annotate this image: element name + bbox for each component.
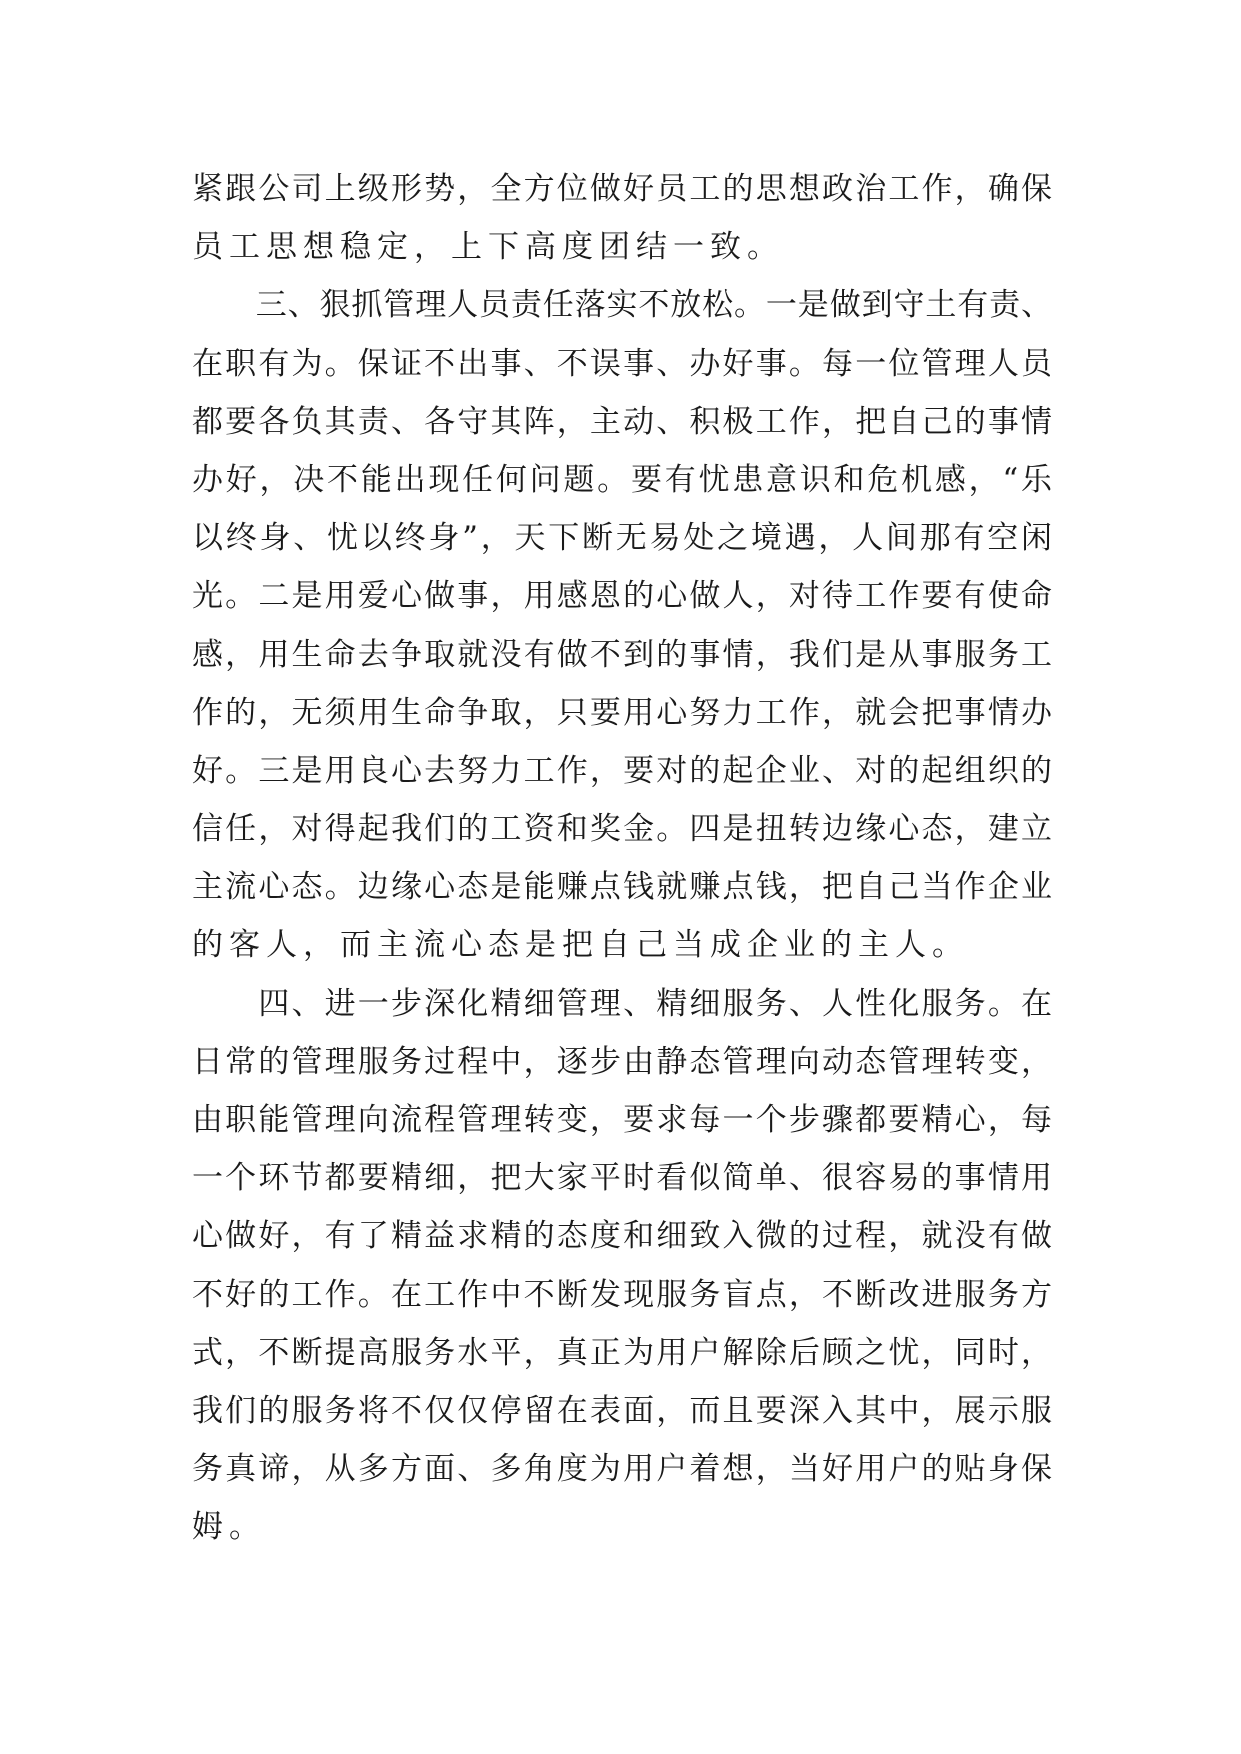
text-line: 感，用生命去争取就没有做不到的事情，我们是从事服务工 — [192, 636, 1052, 673]
text-line: 一个环节都要精细，把大家平时看似简单、很容易的事情用 — [192, 1160, 1052, 1197]
text-line: 务真谛，从多方面、多角度为用户着想，当好用户的贴身保 — [192, 1451, 1052, 1488]
text-line: 四、进一步深化精细管理、精细服务、人性化服务。在 — [192, 985, 1052, 1022]
text-line: 以终身、忧以终身”，天下断无易处之境遇，人间那有空闲 — [192, 520, 1052, 557]
text-line: 在职有为。保证不出事、不误事、办好事。每一位管理人员 — [192, 345, 1052, 382]
text-line: 信任，对得起我们的工资和奖金。四是扭转边缘心态，建立 — [192, 811, 1052, 848]
text-line: 不好的工作。在工作中不断发现服务盲点，不断改进服务方 — [192, 1276, 1052, 1313]
text-line: 的客人，而主流心态是把自己当成企业的主人。 — [192, 927, 969, 964]
text-line: 办好，决不能出现任何问题。要有忧患意识和危机感，“乐 — [192, 461, 1052, 498]
text-line: 好。三是用良心去努力工作，要对的起企业、对的起组织的 — [192, 752, 1052, 789]
text-line: 紧跟公司上级形势，全方位做好员工的思想政治工作，确保 — [192, 171, 1052, 207]
body-text — [192, 160, 1052, 1557]
text-line: 我们的服务将不仅仅停留在表面，而且要深入其中，展示服 — [192, 1392, 1052, 1429]
text-line: 由职能管理向流程管理转变，要求每一个步骤都要精心，每 — [192, 1102, 1052, 1138]
text-line: 日常的管理服务过程中，逐步由静态管理向动态管理转变， — [192, 1043, 1052, 1080]
text-line: 光。二是用爱心做事，用感恩的心做人，对待工作要有使命 — [192, 578, 1052, 615]
text-line: 心做好，有了精益求精的态度和细致入微的过程，就没有做 — [192, 1218, 1052, 1255]
text-line: 主流心态。边缘心态是能赚点钱就赚点钱，把自己当作企业 — [192, 869, 1052, 906]
text-line: 式，不断提高服务水平，真正为用户解除后顾之忧，同时， — [192, 1334, 1052, 1371]
text-line: 三、狠抓管理人员责任落实不放松。一是做到守土有责、 — [192, 287, 1052, 324]
text-line: 都要各负其责、各守其阵，主动、积极工作，把自己的事情 — [192, 403, 1052, 440]
text-line: 作的，无须用生命争取，只要用心努力工作，就会把事情办 — [192, 694, 1052, 731]
text-line: 姆。 — [192, 1509, 266, 1546]
text-line: 员工思想稳定，上下高度团结一致。 — [192, 229, 784, 266]
